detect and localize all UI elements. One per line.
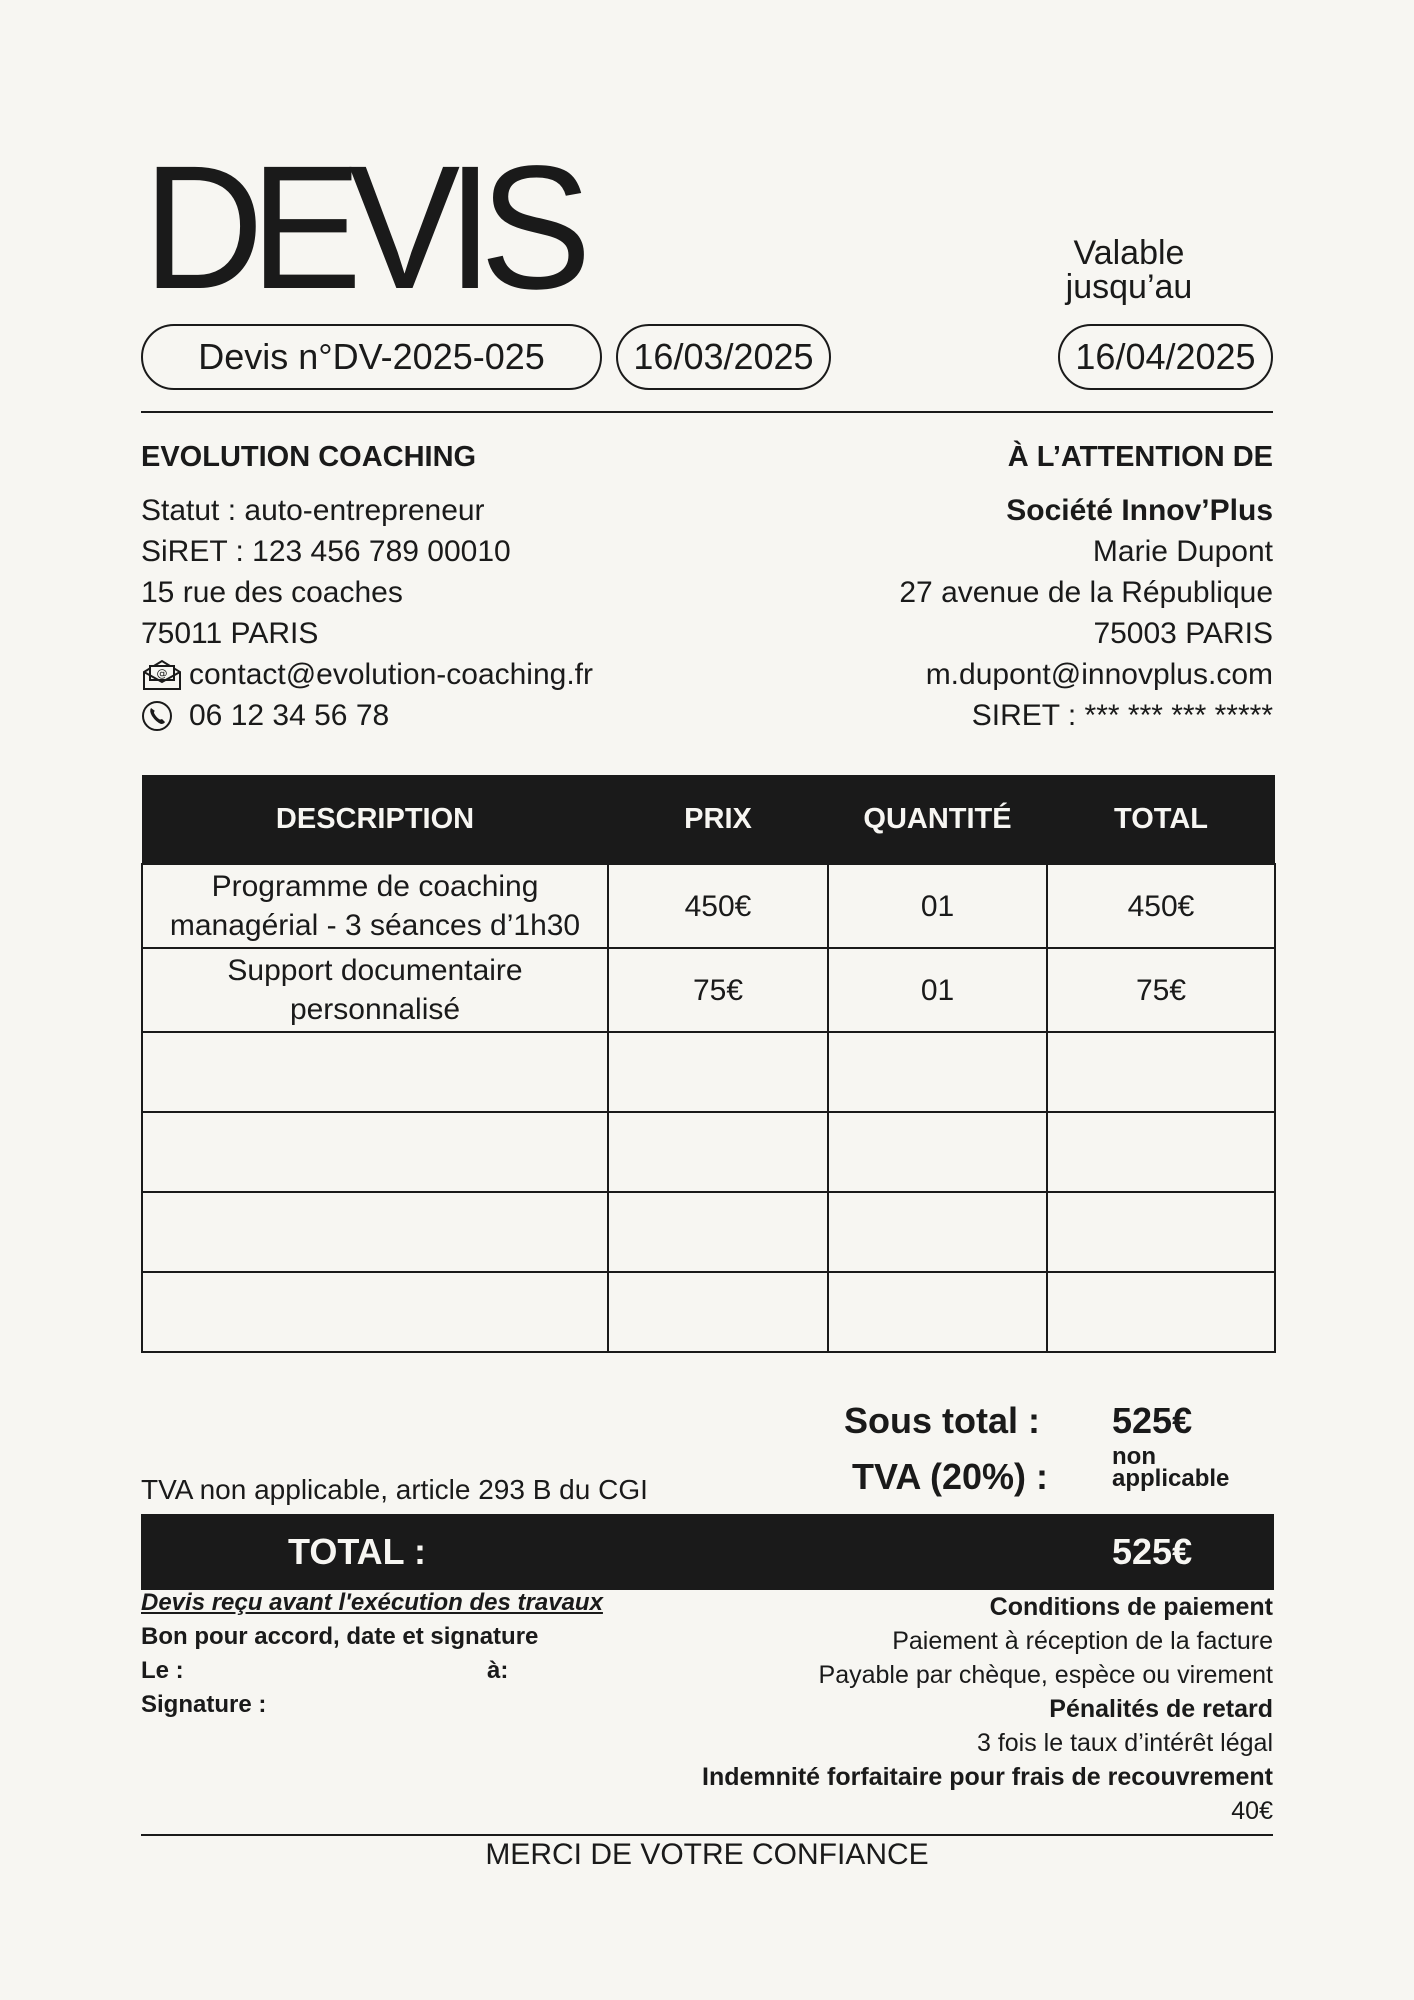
seller-street: 15 rue des coaches <box>141 576 403 609</box>
item-quantity: 01 <box>828 948 1047 1032</box>
empty-table-row <box>142 1272 1275 1352</box>
item-description: Programme de coaching managérial - 3 séances d’1h30 <box>142 864 608 948</box>
seller-phone-line <box>141 695 701 736</box>
client-city: 75003 PARIS <box>1093 617 1273 650</box>
svg-text:@: @ <box>156 666 168 680</box>
client-company: Société Innov’Plus <box>1006 494 1273 527</box>
empty-cell <box>608 1032 828 1112</box>
client-email[interactable]: m.dupont@innovplus.com <box>925 658 1273 691</box>
tva-label: TVA (20%) : <box>851 1456 1048 1497</box>
seller-status: Statut : auto-entrepreneur <box>141 494 485 527</box>
phone-icon <box>141 699 183 733</box>
empty-cell <box>1047 1032 1275 1112</box>
signature-label: Signature : <box>141 1691 267 1718</box>
column-header-price: PRIX <box>608 775 828 864</box>
seller-phone[interactable]: 06 12 34 56 78 <box>189 699 390 732</box>
document-title: DEVIS <box>143 130 579 326</box>
quote-number-badge: Devis n°DV-2025-025 <box>141 324 602 390</box>
empty-cell <box>608 1272 828 1352</box>
table-row <box>142 948 1275 1032</box>
client-header: À L’ATTENTION DE <box>1007 441 1273 473</box>
empty-table-row <box>142 1112 1275 1192</box>
empty-cell <box>142 1032 608 1112</box>
penalty-title: Pénalités de retard <box>1049 1695 1273 1723</box>
acceptance-date-line <box>141 1654 603 1688</box>
empty-cell <box>828 1272 1047 1352</box>
empty-cell <box>608 1112 828 1192</box>
footer-divider <box>141 1834 1273 1836</box>
client-block <box>713 438 1273 736</box>
seller-name: EVOLUTION COACHING <box>141 441 477 473</box>
total-bar <box>141 1514 1274 1590</box>
date-label: Le : <box>141 1657 184 1684</box>
items-table <box>141 775 1276 1353</box>
acceptance-heading: Devis reçu avant l'exécution des travaux <box>141 1589 603 1616</box>
empty-cell <box>1047 1112 1275 1192</box>
empty-cell <box>142 1112 608 1192</box>
tva-value: non applicable <box>1112 1443 1230 1492</box>
seller-email-line <box>141 654 701 695</box>
empty-cell <box>142 1192 608 1272</box>
empty-cell <box>828 1192 1047 1272</box>
payment-line-1: Paiement à réception de la facture <box>892 1627 1273 1655</box>
item-price: 450€ <box>608 864 828 948</box>
quote-date-badge: 16/03/2025 <box>616 324 831 390</box>
item-total: 75€ <box>1047 948 1275 1032</box>
item-total: 450€ <box>1047 864 1275 948</box>
subtotal-label: Sous total : <box>844 1400 1040 1441</box>
payment-conditions <box>702 1590 1273 1828</box>
total-value: 525€ <box>1112 1531 1193 1572</box>
empty-cell <box>828 1032 1047 1112</box>
empty-cell <box>1047 1192 1275 1272</box>
client-siret: SIRET : *** *** *** ***** <box>971 699 1273 732</box>
payment-line-2: Payable par chèque, espèce ou virement <box>818 1661 1273 1689</box>
place-label: à: <box>487 1657 509 1684</box>
item-description: Support documentaire personnalisé <box>142 948 608 1032</box>
empty-cell <box>828 1112 1047 1192</box>
empty-table-row <box>142 1192 1275 1272</box>
header-divider <box>141 411 1273 413</box>
penalty-line: 3 fois le taux d’intérêt légal <box>976 1729 1273 1757</box>
acceptance-block <box>141 1586 603 1722</box>
table-row <box>142 864 1275 948</box>
seller-block <box>141 438 701 736</box>
payment-title: Conditions de paiement <box>989 1593 1273 1621</box>
column-header-total: TOTAL <box>1047 775 1275 864</box>
empty-cell <box>142 1272 608 1352</box>
fee-title: Indemnité forfaitaire pour frais de recouvrement <box>702 1763 1273 1791</box>
item-price: 75€ <box>608 948 828 1032</box>
client-contact: Marie Dupont <box>1092 535 1273 568</box>
subtotal-value: 525€ <box>1112 1400 1193 1441</box>
table-header-row <box>142 775 1275 864</box>
seller-city: 75011 PARIS <box>141 617 319 650</box>
tva-note: TVA non applicable, article 293 B du CGI <box>141 1474 648 1505</box>
valid-until-label: Valable jusqu’au <box>1065 234 1193 306</box>
empty-table-row <box>142 1032 1275 1112</box>
envelope-at-icon <box>141 658 183 692</box>
total-label-text: TOTAL : <box>288 1531 426 1572</box>
valid-until-badge: 16/04/2025 <box>1058 324 1273 390</box>
fee-value: 40€ <box>1231 1797 1273 1825</box>
acceptance-agreement: Bon pour accord, date et signature <box>141 1623 539 1650</box>
empty-cell <box>608 1192 828 1272</box>
seller-siret: SiRET : 123 456 789 00010 <box>141 535 511 568</box>
column-header-description: DESCRIPTION <box>142 775 608 864</box>
column-header-quantity: QUANTITÉ <box>828 775 1047 864</box>
client-street: 27 avenue de la République <box>899 576 1273 609</box>
seller-email[interactable]: contact@evolution-coaching.fr <box>189 658 594 691</box>
thanks-message: MERCI DE VOTRE CONFIANCE <box>485 1838 929 1871</box>
empty-cell <box>1047 1272 1275 1352</box>
item-quantity: 01 <box>828 864 1047 948</box>
